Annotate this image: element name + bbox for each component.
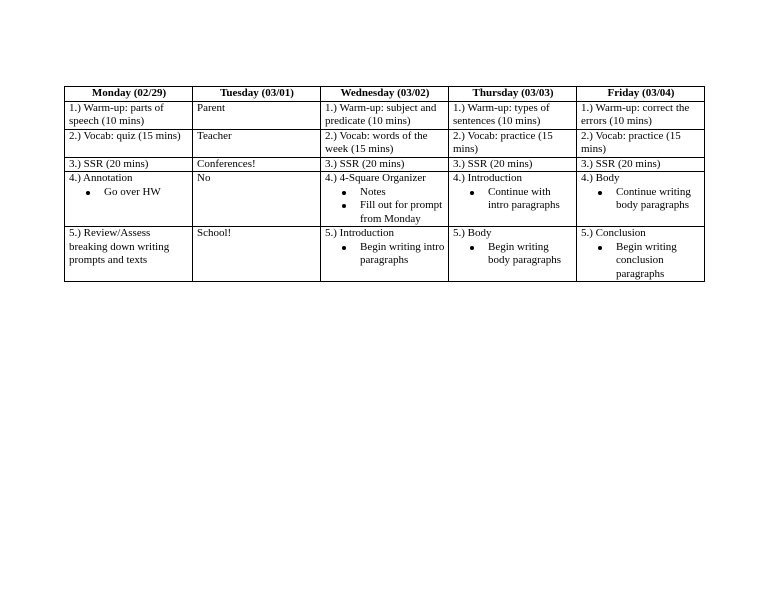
header-wednesday: Wednesday (03/02) <box>321 87 449 102</box>
bullet-text: Go over HW <box>104 185 161 198</box>
bullet-list <box>69 186 189 200</box>
bullet-item <box>453 186 573 213</box>
table-cell-thursday <box>449 227 577 282</box>
cell-text: 5.) Body <box>453 227 492 239</box>
bullet-list <box>581 241 701 282</box>
bullet-item <box>325 186 445 200</box>
cell-text: 4.) Annotation <box>69 172 133 184</box>
cell-text: 3.) SSR (20 mins) <box>453 157 533 170</box>
schedule-body <box>65 101 705 282</box>
cell-text: 1.) Warm-up: subject and predicate (10 mins) <box>325 101 437 127</box>
bullet-item <box>453 241 573 268</box>
table-cell-wednesday <box>321 129 449 157</box>
bullet-list <box>325 241 445 268</box>
cell-text: 1.) Warm-up: correct the errors (10 mins) <box>581 101 690 127</box>
cell-text: 1.) Warm-up: parts of speech (10 mins) <box>69 101 164 127</box>
cell-text: Teacher <box>197 129 232 142</box>
bullet-text: Continue writing body paragraphs <box>616 185 691 211</box>
bullet-icon <box>342 246 346 250</box>
cell-text: 5.) Conclusion <box>581 227 646 239</box>
table-cell-friday <box>577 227 705 282</box>
cell-text: No <box>197 172 211 184</box>
table-cell-monday <box>65 227 193 282</box>
table-cell-monday <box>65 157 193 172</box>
cell-text: 3.) SSR (20 mins) <box>69 157 149 170</box>
table-cell-friday <box>577 129 705 157</box>
bullet-text: Fill out for prompt from Monday <box>360 199 443 225</box>
bullet-text: Begin writing body paragraphs <box>488 240 562 266</box>
table-cell-wednesday <box>321 101 449 129</box>
table-row <box>65 129 705 157</box>
bullet-list <box>453 186 573 213</box>
cell-text: 1.) Warm-up: types of sentences (10 mins) <box>453 101 550 127</box>
table-cell-wednesday <box>321 227 449 282</box>
bullet-icon <box>342 204 346 208</box>
table-cell-wednesday <box>321 157 449 172</box>
table-cell-friday <box>577 101 705 129</box>
cell-text: 4.) Introduction <box>453 172 523 184</box>
table-row <box>65 172 705 227</box>
bullet-icon <box>470 191 474 195</box>
cell-text: 4.) 4-Square Organizer <box>325 172 426 184</box>
table-row <box>65 101 705 129</box>
table-cell-monday <box>65 172 193 227</box>
cell-text: 3.) SSR (20 mins) <box>581 157 661 170</box>
table-cell-thursday <box>449 172 577 227</box>
bullet-text: Begin writing conclusion paragraphs <box>616 240 677 280</box>
bullet-text: Begin writing intro paragraphs <box>360 240 445 266</box>
bullet-icon <box>470 246 474 250</box>
header-friday: Friday (03/04) <box>577 87 705 102</box>
bullet-text: Notes <box>360 185 386 198</box>
cell-text: 5.) Review/Assess breaking down writing prompts and texts <box>69 227 170 266</box>
table-cell-tuesday <box>193 157 321 172</box>
cell-text: 5.) Introduction <box>325 227 395 239</box>
table-cell-tuesday <box>193 172 321 227</box>
table-cell-thursday <box>449 101 577 129</box>
header-thursday: Thursday (03/03) <box>449 87 577 102</box>
cell-text: School! <box>197 227 232 239</box>
header-row <box>65 87 705 102</box>
bullet-icon <box>598 191 602 195</box>
weekly-schedule-table <box>64 86 705 282</box>
bullet-item <box>325 199 445 226</box>
table-cell-tuesday <box>193 101 321 129</box>
bullet-item <box>69 186 189 200</box>
table-cell-monday <box>65 129 193 157</box>
table-row <box>65 227 705 282</box>
cell-text: 3.) SSR (20 mins) <box>325 157 405 170</box>
cell-text: Conferences! <box>197 157 256 170</box>
table-cell-monday <box>65 101 193 129</box>
header-monday: Monday (02/29) <box>65 87 193 102</box>
header-tuesday: Tuesday (03/01) <box>193 87 321 102</box>
cell-text: 2.) Vocab: practice (15 mins) <box>581 129 681 155</box>
bullet-item <box>325 241 445 268</box>
bullet-list <box>581 186 701 213</box>
table-row <box>65 157 705 172</box>
cell-text: 2.) Vocab: practice (15 mins) <box>453 129 553 155</box>
table-cell-friday <box>577 172 705 227</box>
cell-text: 2.) Vocab: words of the week (15 mins) <box>325 129 428 155</box>
bullet-icon <box>86 191 90 195</box>
bullet-item <box>581 241 701 282</box>
bullet-icon <box>598 246 602 250</box>
bullet-icon <box>342 191 346 195</box>
table-cell-thursday <box>449 129 577 157</box>
table-cell-wednesday <box>321 172 449 227</box>
table-cell-thursday <box>449 157 577 172</box>
table-cell-friday <box>577 157 705 172</box>
bullet-text: Continue with intro paragraphs <box>488 185 560 211</box>
bullet-item <box>581 186 701 213</box>
cell-text: Parent <box>197 101 226 114</box>
bullet-list <box>325 186 445 227</box>
cell-text: 2.) Vocab: quiz (15 mins) <box>69 129 181 142</box>
table-cell-tuesday <box>193 227 321 282</box>
bullet-list <box>453 241 573 268</box>
cell-text: 4.) Body <box>581 172 620 184</box>
table-cell-tuesday <box>193 129 321 157</box>
